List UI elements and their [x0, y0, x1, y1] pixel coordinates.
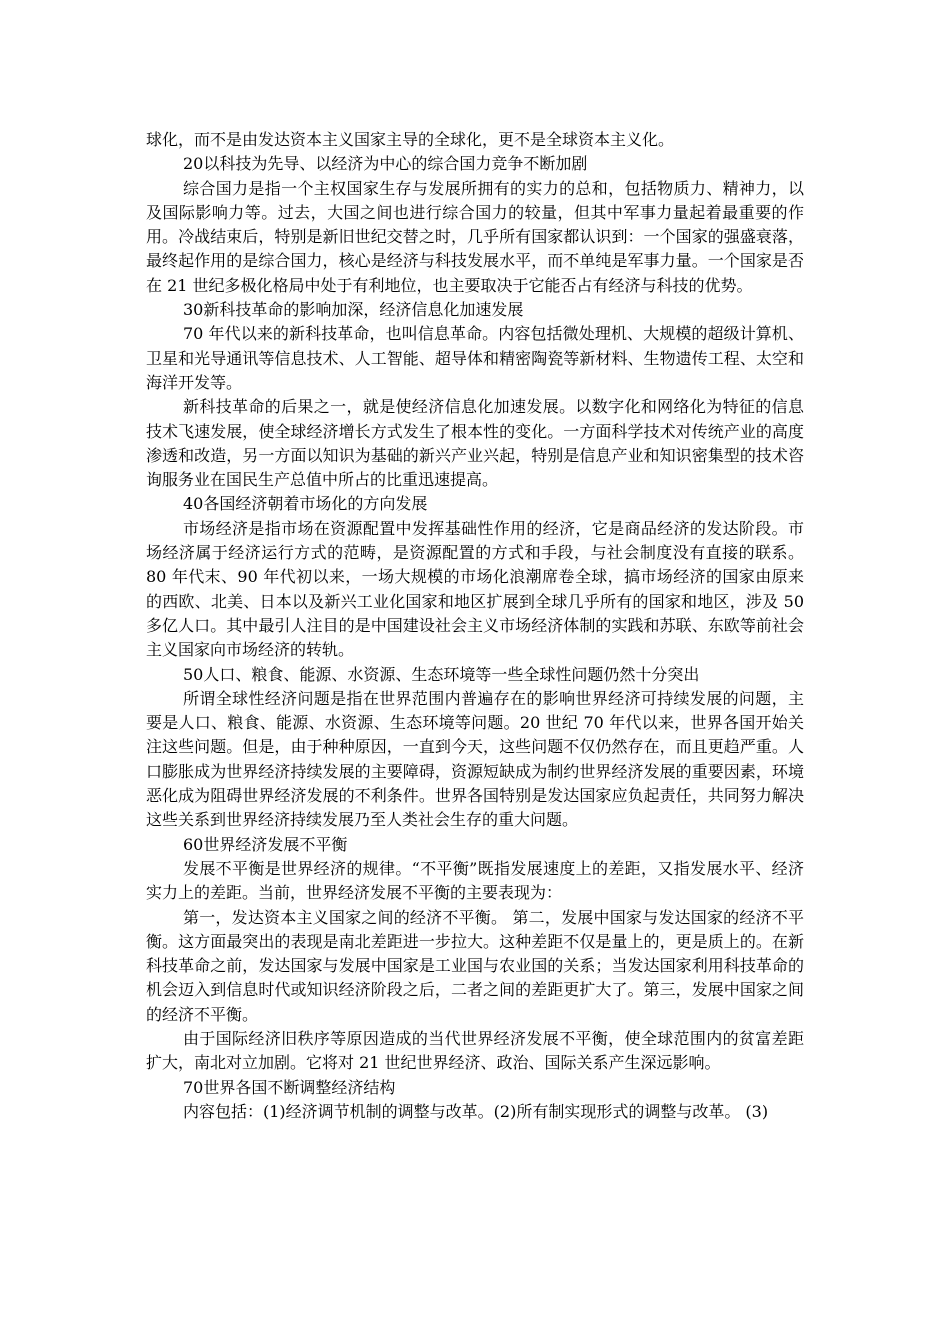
- paragraph-market-economy: 市场经济是指市场在资源配置中发挥基础性作用的经济，它是商品经济的发达阶段。市场经济属于经济运行方式的范畴，是资源配置的方式和手段，与社会制度没有直接的联系。80 年代末、90 年代初以来，一场大规模的市场化浪潮席卷全球，搞市场经济的国家由原来的西欧、北美、日本以及新兴工业化国家和地区扩展到全球几乎所有的国家和地区，涉及 50 多亿人口。其中最引人注目的是中国建设社会主义市场经济体制的实践和苏联、东欧等前社会主义国家向市场经济的转轨。: [146, 518, 804, 660]
- paragraph-structure-adjustment: 内容包括：(1)经济调节机制的调整与改革。(2)所有制实现形式的调整与改革。 (3): [183, 1101, 769, 1121]
- paragraph-imbalance-points: 第一，发达资本主义国家之间的经济不平衡。 第二，发展中国家与发达国家的经济不平衡。这方面最突出的表现是南北差距进一步拉大。这种差距不仅是量上的，更是质上的。在新科技革命之前，发达国家与发展中国家是工业国与农业国的关系；当发达国家利用科技革命的机会迈入到信息时代或知识经济阶段之后，二者之间的差距更扩大了。第三，发展中国家之间的经济不平衡。: [146, 907, 804, 1024]
- paragraph-informatization: 新科技革命的后果之一，就是使经济信息化加速发展。以数字化和网络化为特征的信息技术飞速发展，使全球经济增长方式发生了根本性的变化。一方面科学技术对传统产业的高度渗透和改造，另一方面以知识为基础的新兴产业兴起，特别是信息产业和知识密集型的技术咨询服务业在国民生产总值中所占的比重迅速提高。: [146, 397, 804, 490]
- paragraph-continuation: 球化，而不是由发达资本主义国家主导的全球化，更不是全球资本主义化。: [146, 130, 675, 149]
- section-heading-50: 50人口、粮食、能源、水资源、生态环境等一些全球性问题仍然十分突出: [183, 664, 700, 684]
- paragraph-global-issues: 所谓全球性经济问题是指在世界范围内普遍存在的影响世界经济可持续发展的问题，主要是人口、粮食、能源、水资源、生态环境等问题。20 世纪 70 年代以来，世界各国开始关注这些问题。但是，由于种种原因，一直到今天，这些问题不仅仍然存在，而且更趋严重。人口膨胀成为世界经济持续发展的主要障碍，资源短缺成为制约世界经济发展的重要因素，环境恶化成为阻碍世界经济发展的不利条件。世界各国特别是发达国家应负起责任，共同努力解决这些关系到世界经济持续发展乃至人类社会生存的重大问题。: [146, 688, 804, 830]
- paragraph-tech-revolution: 70 年代以来的新科技革命，也叫信息革命。内容包括微处理机、大规模的超级计算机、卫星和光导通讯等信息技术、人工智能、超导体和精密陶瓷等新材料、生物遗传工程、太空和海洋开发等。: [146, 324, 804, 392]
- paragraph-wealth-gap: 由于国际经济旧秩序等原因造成的当代世界经济发展不平衡，使全球范围内的贫富差距扩大，南北对立加剧。它将对 21 世纪世界经济、政治、国际关系产生深远影响。: [146, 1028, 804, 1073]
- section-heading-40: 40各国经济朝着市场化的方向发展: [183, 494, 428, 514]
- paragraph-comprehensive-power: 综合国力是指一个主权国家生存与发展所拥有的实力的总和，包括物质力、精神力，以及国际影响力等。过去，大国之间也进行综合国力的较量，但其中军事力量起着最重要的作用。冷战结束后，特别是新旧世纪交替之时，几乎所有国家都认识到：一个国家的强盛衰落，最终起作用的是综合国力，核心是经济与科技发展水平，而不单纯是军事力量。一个国家是否在 21 世纪多极化格局中处于有利地位，也主要取决于它能否占有经济与科技的优势。: [146, 178, 804, 295]
- section-heading-70: 70世界各国不断调整经济结构: [183, 1077, 396, 1097]
- section-heading-30: 30新科技革命的影响加深，经济信息化加速发展: [183, 300, 524, 320]
- document-page: [146, 128, 804, 1124]
- section-heading-20: 20以科技为先导、以经济为中心的综合国力竞争不断加剧: [183, 154, 588, 174]
- paragraph-imbalance-intro: 发展不平衡是世界经济的规律。“不平衡”既指发展速度上的差距，又指发展水平、经济实力上的差距。当前，世界经济发展不平衡的主要表现为：: [146, 858, 804, 903]
- section-heading-60: 60世界经济发展不平衡: [183, 834, 348, 854]
